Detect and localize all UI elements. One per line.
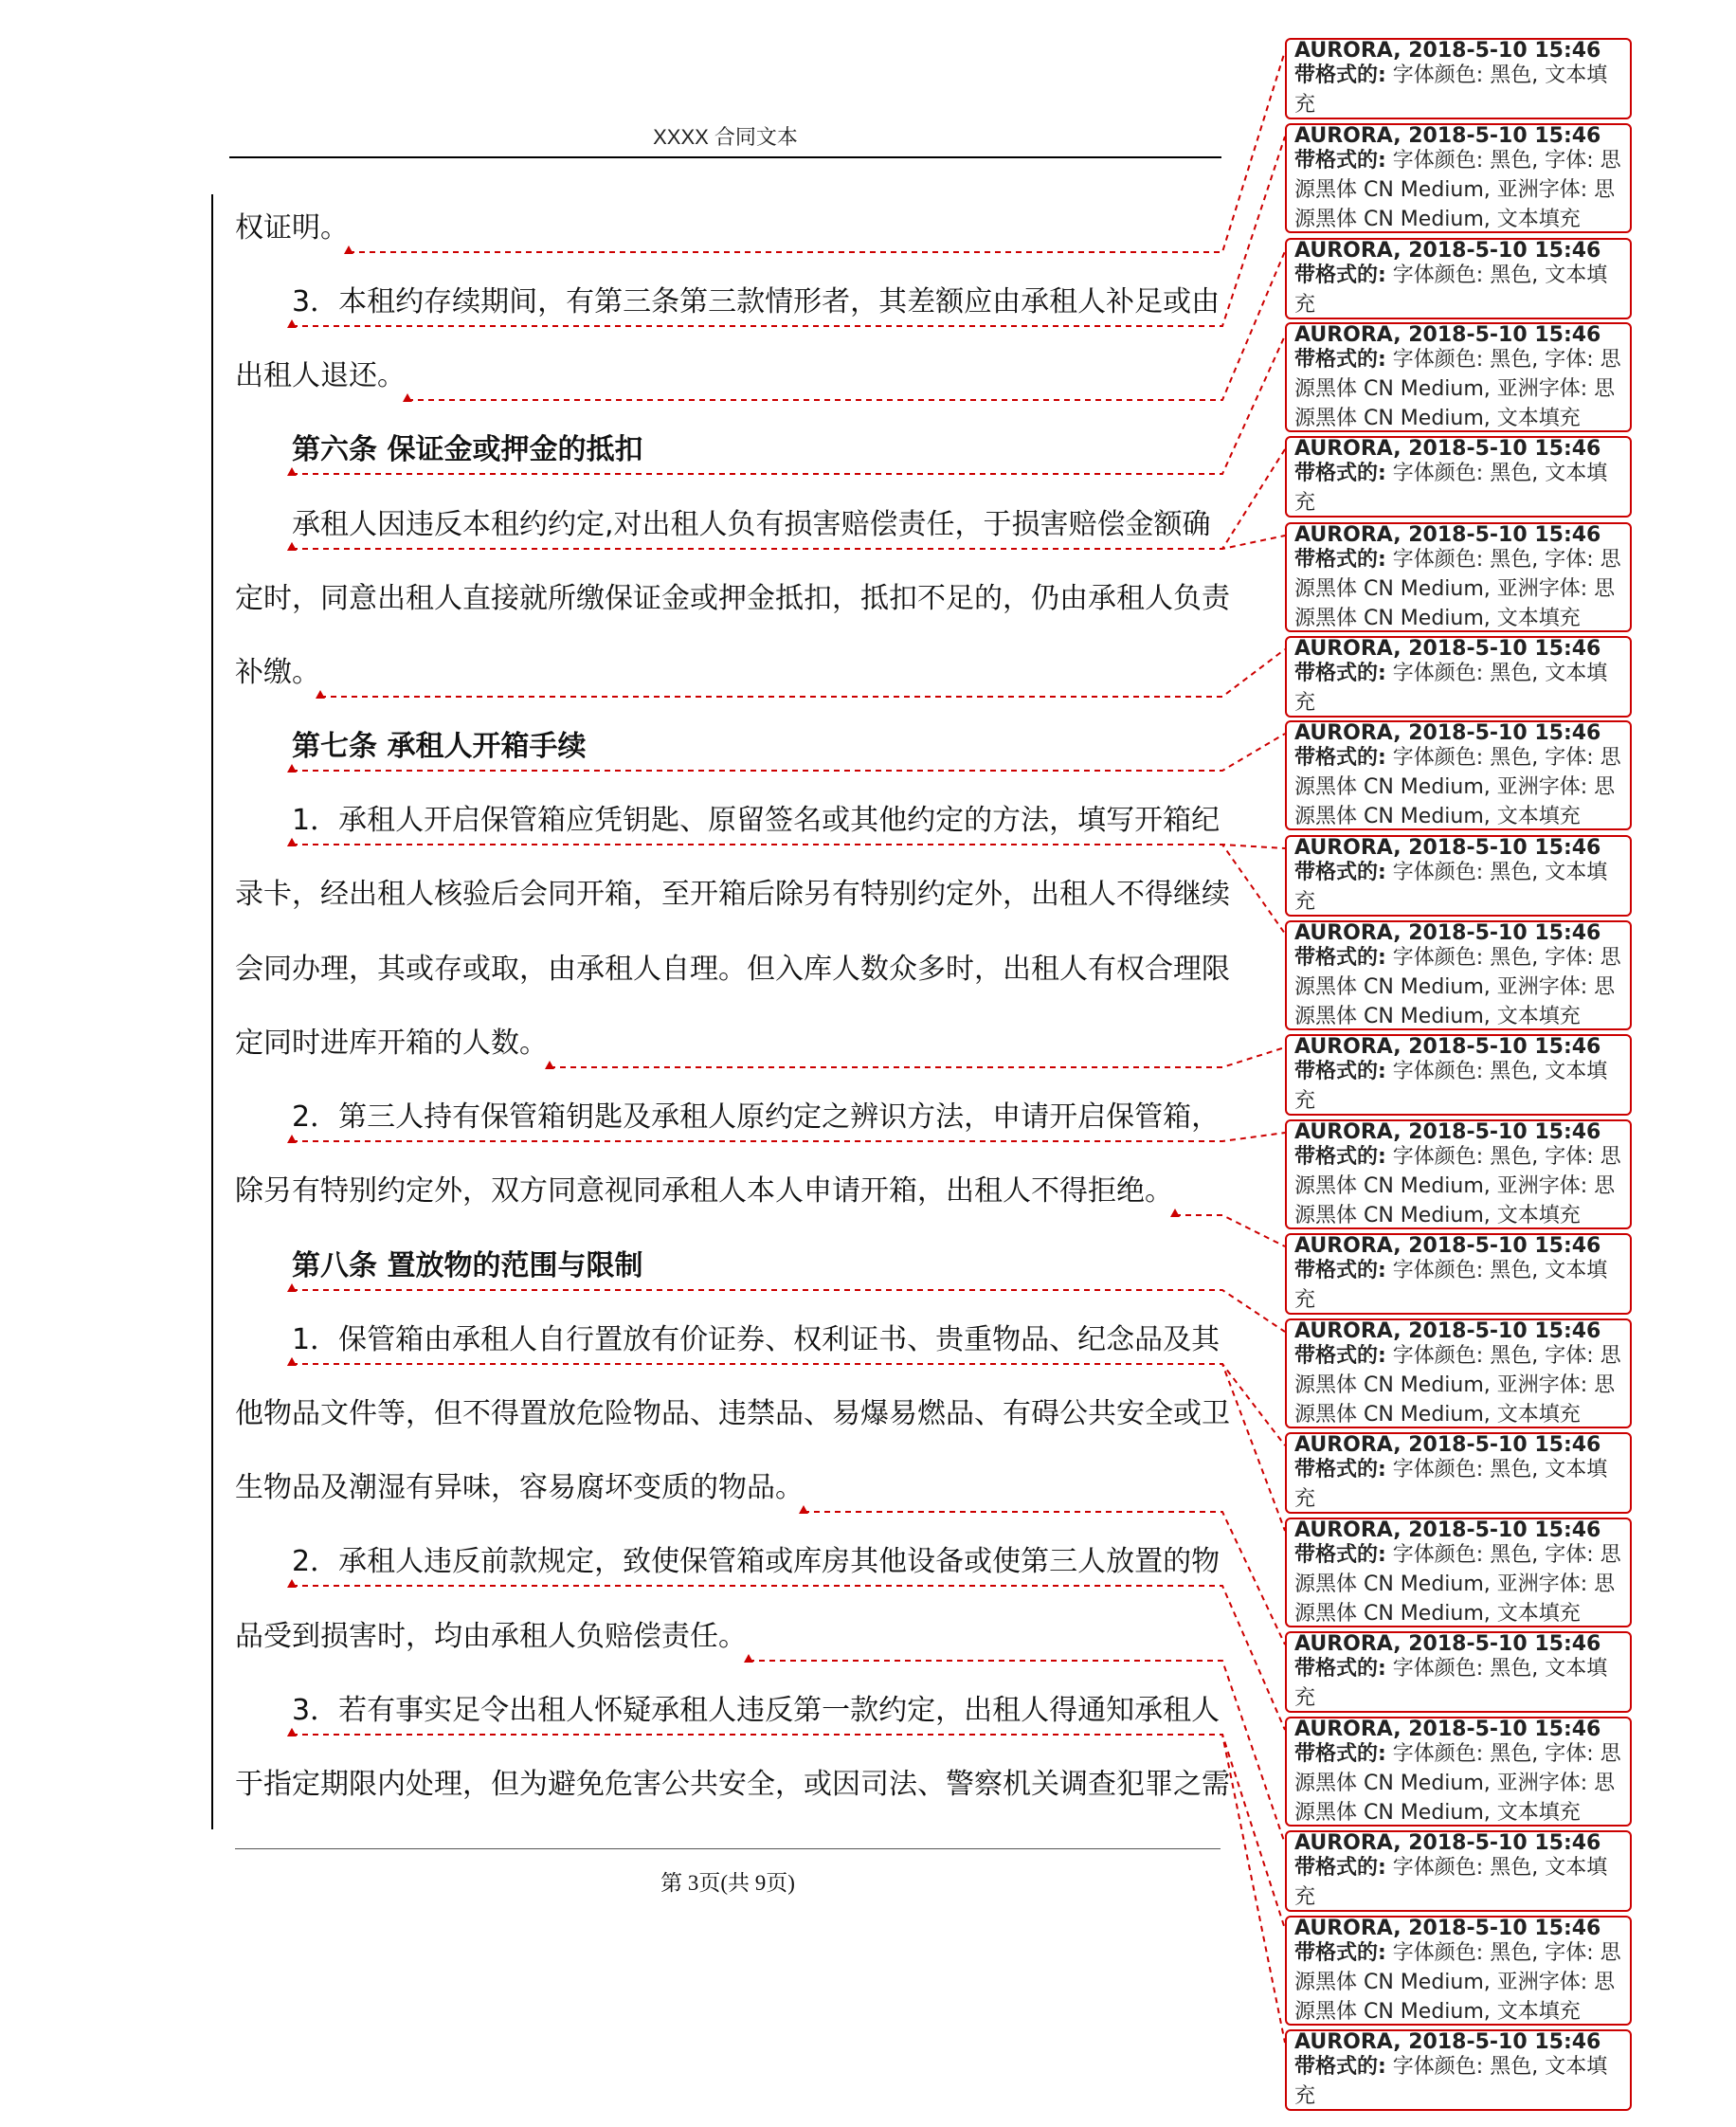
paragraph-line: 2．第三人持有保管箱钥匙及承租人原约定之辨识方法，申请开启保管箱，	[292, 1100, 1221, 1134]
comment-body	[1294, 345, 1626, 432]
comment-balloon[interactable]	[1285, 1233, 1632, 1315]
comment-author-date: AURORA, 2018-5-10 15:46	[1294, 1518, 1601, 1542]
comment-author-date: AURORA, 2018-5-10 15:46	[1294, 1632, 1601, 1656]
comment-label: 带格式的:	[1294, 1543, 1386, 1567]
comment-balloon[interactable]	[1285, 636, 1632, 718]
comment-text: 字体颜色: 黑色, 字体: 思源黑体 CN Medium, 亚洲字体: 思源黑体 CN Medium, 文本填充	[1294, 746, 1621, 828]
comment-balloon[interactable]	[1285, 1830, 1632, 1912]
comment-author-date: AURORA, 2018-5-10 15:46	[1294, 1035, 1601, 1059]
comment-body	[1294, 459, 1626, 518]
comment-body	[1294, 659, 1626, 718]
comment-balloon[interactable]	[1285, 38, 1632, 119]
comment-balloon[interactable]	[1285, 1631, 1632, 1713]
comment-text: 字体颜色: 黑色, 字体: 思源黑体 CN Medium, 亚洲字体: 思源黑体 CN Medium, 文本填充	[1294, 548, 1621, 630]
comment-balloon[interactable]	[1285, 720, 1632, 830]
article-heading: 第八条 置放物的范围与限制	[292, 1249, 643, 1282]
comment-body	[1294, 858, 1626, 917]
comment-body	[1294, 2052, 1626, 2111]
comment-text: 字体颜色: 黑色, 文本填充	[1294, 1856, 1608, 1909]
comment-balloon[interactable]	[1285, 322, 1632, 432]
comment-body	[1294, 1938, 1626, 2026]
comment-label: 带格式的:	[1294, 462, 1386, 485]
comment-author-date: AURORA, 2018-5-10 15:46	[1294, 836, 1601, 860]
paragraph-line: 补缴。	[235, 656, 320, 689]
comment-text: 字体颜色: 黑色, 字体: 思源黑体 CN Medium, 亚洲字体: 思源黑体 CN Medium, 文本填充	[1294, 1543, 1621, 1626]
paragraph-line: 定时，同意出租人直接就所缴保证金或押金抵扣，抵扣不足的，仍由承租人负责	[235, 582, 1230, 615]
comment-label: 带格式的:	[1294, 264, 1386, 287]
comment-text: 字体颜色: 黑色, 文本填充	[1294, 662, 1608, 715]
comment-label: 带格式的:	[1294, 1657, 1386, 1681]
comment-author-date: AURORA, 2018-5-10 15:46	[1294, 1718, 1601, 1741]
paragraph-line: 定同时进库开箱的人数。	[235, 1027, 548, 1060]
page-header-title: XXXX 合同文本	[653, 125, 798, 149]
comment-text: 字体颜色: 黑色, 文本填充	[1294, 1259, 1608, 1312]
comment-author-date: AURORA, 2018-5-10 15:46	[1294, 437, 1601, 461]
comment-label: 带格式的:	[1294, 548, 1386, 572]
comment-author-date: AURORA, 2018-5-10 15:46	[1294, 39, 1601, 63]
paragraph-line: 生物品及潮湿有异味，容易腐坏变质的物品。	[235, 1471, 804, 1504]
header-rule	[229, 156, 1221, 158]
page-number: 第 3页(共 9页)	[660, 1871, 795, 1895]
comment-balloon[interactable]	[1285, 1034, 1632, 1116]
leader-line	[320, 649, 1285, 697]
comment-author-date: AURORA, 2018-5-10 15:46	[1294, 2030, 1601, 2054]
paragraph-line: 品受到损害时，均由承租人负赔偿责任。	[235, 1620, 747, 1653]
comment-text: 字体颜色: 黑色, 字体: 思源黑体 CN Medium, 亚洲字体: 思源黑体 CN Medium, 文本填充	[1294, 149, 1621, 231]
comment-label: 带格式的:	[1294, 348, 1386, 372]
article-heading: 第七条 承租人开箱手续	[292, 730, 587, 763]
footer-rule	[235, 1848, 1221, 1849]
comment-balloon[interactable]	[1285, 2029, 1632, 2111]
paragraph-line: 除另有特别约定外，双方同意视同承租人本人申请开箱，出租人不得拒绝。	[235, 1174, 1173, 1208]
leader-line	[1175, 1215, 1285, 1246]
article-heading: 第六条 保证金或押金的抵扣	[292, 433, 643, 466]
comment-text: 字体颜色: 黑色, 字体: 思源黑体 CN Medium, 亚洲字体: 思源黑体 CN Medium, 文本填充	[1294, 946, 1621, 1028]
comment-text: 字体颜色: 黑色, 字体: 思源黑体 CN Medium, 亚洲字体: 思源黑体 CN Medium, 文本填充	[1294, 1742, 1621, 1825]
comment-label: 带格式的:	[1294, 1742, 1386, 1766]
comment-author-date: AURORA, 2018-5-10 15:46	[1294, 1917, 1601, 1940]
comment-body	[1294, 61, 1626, 119]
comment-label: 带格式的:	[1294, 1259, 1386, 1282]
paragraph-line: 1．承租人开启保管箱应凭钥匙、原留签名或其他约定的方法，填写开箱纪	[292, 804, 1221, 837]
comment-text: 字体颜色: 黑色, 文本填充	[1294, 264, 1608, 317]
comment-balloon[interactable]	[1285, 1432, 1632, 1514]
paragraph-line: 出租人退还。	[235, 359, 406, 392]
comment-body	[1294, 943, 1626, 1030]
comment-balloon[interactable]	[1285, 1119, 1632, 1229]
comment-balloon[interactable]	[1285, 835, 1632, 917]
comment-body	[1294, 146, 1626, 233]
comment-label: 带格式的:	[1294, 746, 1386, 770]
comment-balloon[interactable]	[1285, 522, 1632, 632]
comment-label: 带格式的:	[1294, 1060, 1386, 1083]
comment-author-date: AURORA, 2018-5-10 15:46	[1294, 1433, 1601, 1457]
comment-text: 字体颜色: 黑色, 文本填充	[1294, 861, 1608, 914]
comment-balloon[interactable]	[1285, 436, 1632, 518]
comment-label: 带格式的:	[1294, 64, 1386, 87]
comment-label: 带格式的:	[1294, 861, 1386, 884]
comment-balloon[interactable]	[1285, 920, 1632, 1030]
change-bar	[211, 194, 213, 1829]
paragraph-line: 权证明。	[235, 211, 349, 245]
comment-author-date: AURORA, 2018-5-10 15:46	[1294, 239, 1601, 263]
comment-text: 字体颜色: 黑色, 字体: 思源黑体 CN Medium, 亚洲字体: 思源黑体 CN Medium, 文本填充	[1294, 348, 1621, 430]
comment-body	[1294, 1142, 1626, 1229]
comment-body	[1294, 1256, 1626, 1315]
comment-author-date: AURORA, 2018-5-10 15:46	[1294, 523, 1601, 547]
paragraph-line: 录卡，经出租人核验后会同开箱，至开箱后除另有特别约定外，出租人不得继续	[235, 878, 1230, 911]
paragraph-line: 3．若有事实足令出租人怀疑承租人违反第一款约定，出租人得通知承租人	[292, 1694, 1221, 1727]
paragraph-line: 2．承租人违反前款规定，致使保管箱或库房其他设备或使第三人放置的物	[292, 1545, 1221, 1578]
comment-body	[1294, 1540, 1626, 1627]
leader-line	[349, 51, 1285, 252]
comment-label: 带格式的:	[1294, 662, 1386, 685]
comment-author-date: AURORA, 2018-5-10 15:46	[1294, 721, 1601, 745]
comment-label: 带格式的:	[1294, 1145, 1386, 1169]
comment-text: 字体颜色: 黑色, 文本填充	[1294, 1458, 1608, 1511]
comment-text: 字体颜色: 黑色, 字体: 思源黑体 CN Medium, 亚洲字体: 思源黑体 CN Medium, 文本填充	[1294, 1145, 1621, 1227]
paragraph-line: 他物品文件等，但不得置放危险物品、违禁品、易爆易燃品、有碍公共安全或卫	[235, 1397, 1230, 1430]
comment-text: 字体颜色: 黑色, 文本填充	[1294, 1657, 1608, 1710]
comment-body	[1294, 261, 1626, 319]
comment-author-date: AURORA, 2018-5-10 15:46	[1294, 1319, 1601, 1343]
paragraph-line: 会同办理，其或存或取，由承租人自理。但入库人数众多时，出租人有权合理限	[235, 953, 1230, 986]
comment-text: 字体颜色: 黑色, 文本填充	[1294, 1060, 1608, 1113]
paragraph-line: 3．本租约存续期间，有第三条第三款情形者，其差额应由承租人补足或由	[292, 285, 1221, 318]
comment-author-date: AURORA, 2018-5-10 15:46	[1294, 1120, 1601, 1144]
comment-balloon[interactable]	[1285, 1318, 1632, 1428]
leader-line	[749, 1661, 1285, 1844]
comment-author-date: AURORA, 2018-5-10 15:46	[1294, 921, 1601, 945]
comment-label: 带格式的:	[1294, 1856, 1386, 1880]
paragraph-line: 于指定期限内处理，但为避免危害公共安全，或因司法、警察机关调查犯罪之需	[235, 1768, 1230, 1801]
leader-line	[407, 251, 1285, 400]
comment-label: 带格式的:	[1294, 1941, 1386, 1965]
comment-balloon[interactable]	[1285, 123, 1632, 233]
comment-label: 带格式的:	[1294, 2055, 1386, 2079]
paragraph-line: 承租人因违反本租约约定,对出租人负有损害赔偿责任，于损害赔偿金额确	[292, 508, 1211, 541]
comment-author-date: AURORA, 2018-5-10 15:46	[1294, 1831, 1601, 1855]
comment-body	[1294, 1853, 1626, 1912]
comment-text: 字体颜色: 黑色, 字体: 思源黑体 CN Medium, 亚洲字体: 思源黑体 CN Medium, 文本填充	[1294, 1941, 1621, 2024]
comment-author-date: AURORA, 2018-5-10 15:46	[1294, 1234, 1601, 1258]
comment-text: 字体颜色: 黑色, 字体: 思源黑体 CN Medium, 亚洲字体: 思源黑体 CN Medium, 文本填充	[1294, 1344, 1621, 1427]
comment-label: 带格式的:	[1294, 946, 1386, 970]
comment-body	[1294, 1739, 1626, 1827]
comment-label: 带格式的:	[1294, 149, 1386, 173]
comment-body	[1294, 743, 1626, 830]
comment-label: 带格式的:	[1294, 1458, 1386, 1482]
comment-balloon[interactable]	[1285, 1518, 1632, 1627]
comment-balloon[interactable]	[1285, 238, 1632, 319]
comment-balloon[interactable]	[1285, 1916, 1632, 2026]
leader-line	[292, 1735, 1285, 1929]
paragraph-line: 1．保管箱由承租人自行置放有价证券、权利证书、贵重物品、纪念品及其	[292, 1323, 1221, 1356]
comment-body	[1294, 1341, 1626, 1428]
comment-text: 字体颜色: 黑色, 文本填充	[1294, 2055, 1608, 2108]
comment-text: 字体颜色: 黑色, 文本填充	[1294, 462, 1608, 515]
comment-body	[1294, 545, 1626, 632]
leader-line	[292, 845, 1285, 848]
comment-label: 带格式的:	[1294, 1344, 1386, 1368]
comment-author-date: AURORA, 2018-5-10 15:46	[1294, 637, 1601, 661]
comment-text: 字体颜色: 黑色, 文本填充	[1294, 64, 1608, 117]
comment-balloon[interactable]	[1285, 1717, 1632, 1827]
comment-body	[1294, 1654, 1626, 1713]
comment-body	[1294, 1057, 1626, 1116]
comment-author-date: AURORA, 2018-5-10 15:46	[1294, 124, 1601, 148]
leader-line	[550, 1047, 1285, 1067]
comment-author-date: AURORA, 2018-5-10 15:46	[1294, 323, 1601, 347]
comment-body	[1294, 1455, 1626, 1514]
